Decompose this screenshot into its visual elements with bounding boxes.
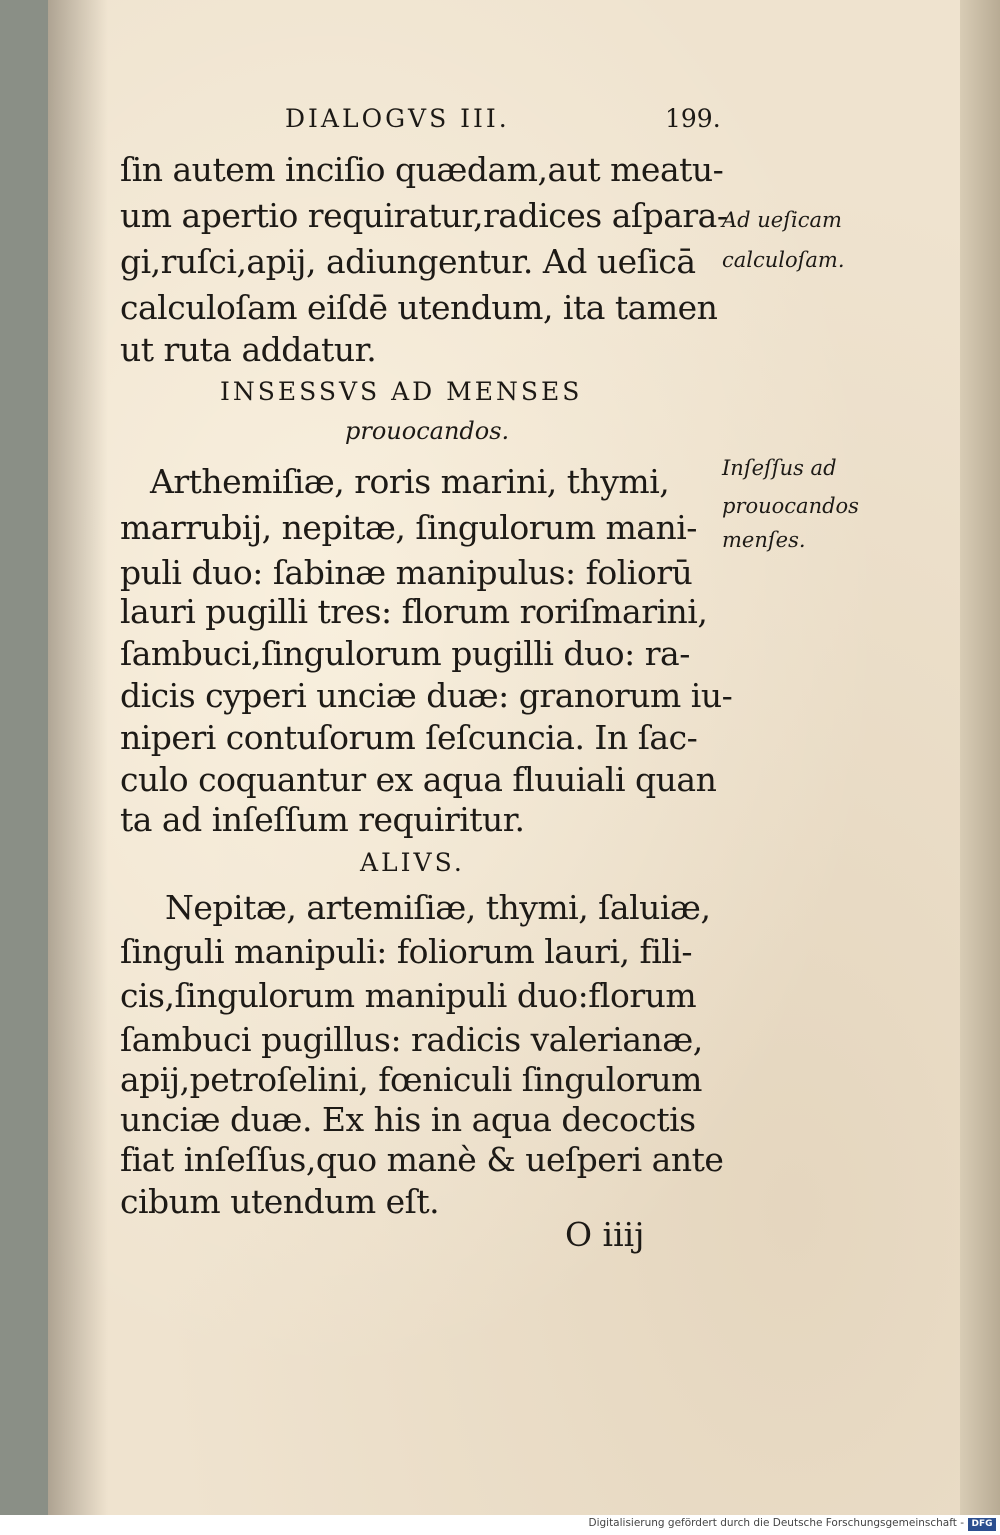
body-line: calculoſam eiſdē utendum, ita tamen — [120, 288, 718, 327]
body-line: ſambuci pugillus: radicis valerianæ, — [120, 1020, 703, 1059]
body-line: lauri pugilli tres: florum roriſmarini, — [120, 592, 708, 631]
margin-note: menſes. — [722, 528, 806, 552]
body-line: puli duo: ſabinæ manipulus: foliorū — [120, 553, 693, 592]
signature-mark: O iiij — [565, 1215, 645, 1254]
body-line: niperi contuſorum ſeſcuncia. In ſac‑ — [120, 718, 698, 757]
body-line: gi,ruſci,apij, adiungentur. Ad ueſicā — [120, 242, 696, 281]
margin-note: calculoſam. — [722, 248, 845, 272]
section-heading: ALIVS. — [360, 848, 465, 877]
body-line: cis,ſingulorum manipuli duo:florum — [120, 976, 697, 1015]
margin-note: Inſeſſus ad — [722, 456, 837, 480]
body-line: dicis cyperi unciæ duæ: granorum iu‑ — [120, 676, 733, 715]
margin-note: Ad ueſicam — [722, 208, 842, 232]
page-edge — [960, 0, 1000, 1515]
body-line: fiat inſeſſus,quo manè & ueſperi ante — [120, 1140, 724, 1179]
section-heading: INSESSVS AD MENSES — [220, 377, 583, 406]
body-line: unciæ duæ. Ex his in aqua decoctis — [120, 1100, 696, 1139]
funding-credit: Digitalisierung gefördert durch die Deutsche Forschungsgemeinschaft - — [588, 1517, 964, 1529]
body-line: marrubij, nepitæ, ſingulorum mani‑ — [120, 508, 697, 547]
body-line: ſin autem inciſio quædam,aut meatu‑ — [120, 150, 724, 189]
margin-note: prouocandos — [722, 494, 859, 518]
folio-number: 199. — [665, 104, 721, 133]
dfg-logo: DFG — [968, 1518, 996, 1531]
footer-bar — [0, 1515, 1000, 1535]
body-line: cibum utendum eſt. — [120, 1182, 440, 1221]
body-line: Arthemiſiæ, roris marini, thymi, — [150, 462, 670, 501]
body-line: ſambuci,ſingulorum pugilli duo: ra‑ — [120, 634, 690, 673]
body-line: culo coquantur ex aqua fluuiali quan — [120, 760, 717, 799]
body-line: um apertio requiratur,radices aſpara‑ — [120, 196, 728, 235]
body-line: ſinguli manipuli: foliorum lauri, fili‑ — [120, 932, 693, 971]
body-line: ut ruta addatur. — [120, 330, 377, 369]
body-line: apij,petroſelini, fœniculi ſingulorum — [120, 1060, 702, 1099]
gutter-shadow — [48, 0, 108, 1515]
body-line: Nepitæ, artemiſiæ, thymi, ſaluiæ, — [165, 888, 711, 927]
running-head: DIALOGVS III. — [285, 104, 510, 133]
section-heading-subline: prouocandos. — [345, 417, 510, 445]
body-line: ta ad inſeſſum requiritur. — [120, 800, 525, 839]
